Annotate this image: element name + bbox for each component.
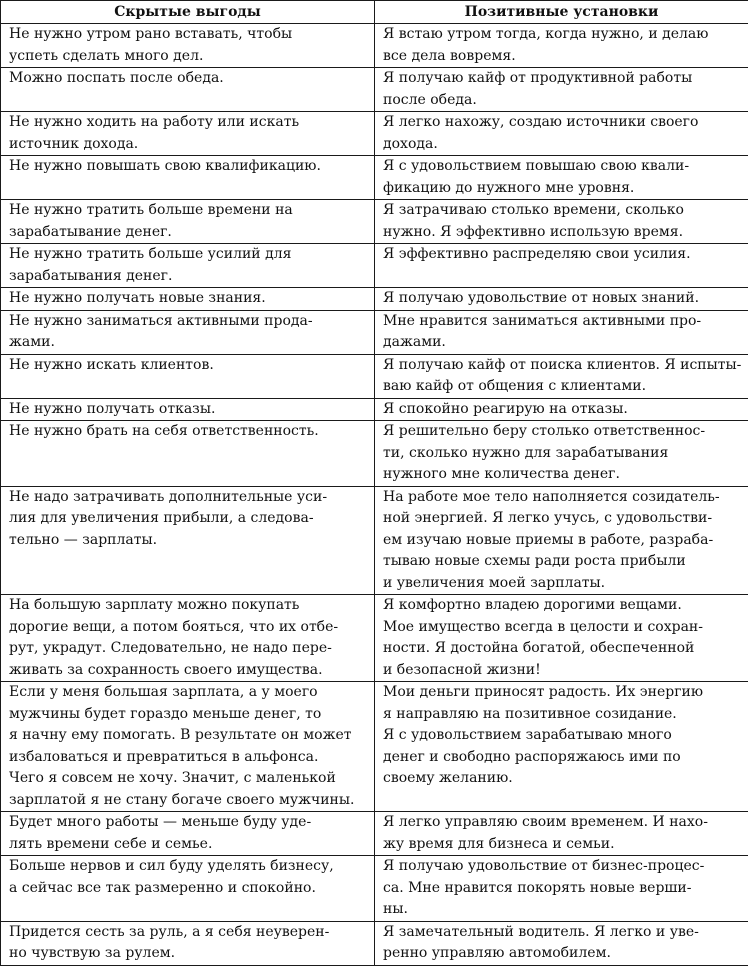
cell-text-line: ем изучаю новые приемы в работе, разраба- bbox=[383, 530, 744, 552]
cell-text-line: нужного мне количества денег. bbox=[383, 464, 744, 486]
cell-text-line: Я спокойно реагирую на отказы. bbox=[383, 399, 744, 421]
cell-text-line: и увеличения моей зарплаты. bbox=[383, 573, 744, 595]
cell-text-line: жами. bbox=[9, 332, 370, 354]
positive-affirmation-cell bbox=[375, 200, 748, 244]
hidden-benefit-cell bbox=[1, 310, 375, 354]
cell-text-line: Я получаю кайф от продуктивной работы bbox=[383, 68, 744, 90]
cell-text-line: Чего я совсем не хочу. Значит, с маленькой bbox=[9, 768, 370, 790]
cell-text-line: Я затрачиваю столько времени, сколько bbox=[383, 200, 744, 222]
cell-text-line: денег и свободно распоряжаюсь ими по bbox=[383, 747, 744, 769]
table-row bbox=[1, 682, 748, 812]
cell-text-line: Я легко управляю своим временем. И нахо- bbox=[383, 812, 744, 834]
hidden-benefit-cell bbox=[1, 244, 375, 288]
cell-text-line: Не нужно ходить на работу или искать bbox=[9, 112, 370, 134]
positive-affirmation-cell bbox=[375, 812, 748, 856]
cell-text-line: фикацию до нужного мне уровня. bbox=[383, 178, 744, 200]
hidden-benefit-cell bbox=[1, 354, 375, 398]
header-positive-affirmations: Позитивные установки bbox=[375, 1, 748, 24]
cell-text-line: я начну ему помогать. В результате он может bbox=[9, 725, 370, 747]
cell-text-line: Мне нравится заниматься активными про- bbox=[383, 311, 744, 333]
cell-text-line: дажами. bbox=[383, 332, 744, 354]
table-body bbox=[1, 24, 748, 966]
cell-text-line: тываю новые схемы ради роста прибыли bbox=[383, 551, 744, 573]
hidden-benefit-cell bbox=[1, 486, 375, 595]
cell-text-line: Не нужно тратить больше времени на bbox=[9, 200, 370, 222]
cell-text-line: Я решительно беру столько ответственнос- bbox=[383, 421, 744, 443]
cell-text-line: Придется сесть за руль, а я себя неуверен- bbox=[9, 922, 370, 944]
positive-affirmation-cell bbox=[375, 398, 748, 421]
hidden-benefit-cell bbox=[1, 156, 375, 200]
table-row bbox=[1, 421, 748, 487]
positive-affirmation-cell bbox=[375, 595, 748, 682]
cell-text-line: дорогие вещи, а потом бояться, что их отбе- bbox=[9, 617, 370, 639]
cell-text-line: зарабатывания денег. bbox=[9, 266, 370, 288]
hidden-benefit-cell bbox=[1, 398, 375, 421]
cell-text-line: но чувствую за рулем. bbox=[9, 943, 370, 965]
cell-text-line: На большую зарплату можно покупать bbox=[9, 595, 370, 617]
table-row bbox=[1, 68, 748, 112]
cell-text-line: Можно поспать после обеда. bbox=[9, 68, 370, 90]
table-row bbox=[1, 200, 748, 244]
cell-text-line: все дела вовремя. bbox=[383, 46, 744, 68]
positive-affirmation-cell bbox=[375, 244, 748, 288]
cell-text-line: я направляю на позитивное созидание. bbox=[383, 704, 744, 726]
cell-text-line: ренно управляю автомобилем. bbox=[383, 943, 744, 965]
cell-text-line: успеть сделать много дел. bbox=[9, 46, 370, 68]
cell-text-line: Не нужно заниматься активными прода- bbox=[9, 311, 370, 333]
cell-text-line: жу время для бизнеса и семьи. bbox=[383, 834, 744, 856]
positive-affirmation-cell bbox=[375, 682, 748, 812]
hidden-benefit-cell bbox=[1, 200, 375, 244]
positive-affirmation-cell bbox=[375, 856, 748, 922]
cell-text-line: Я встаю утром тогда, когда нужно, и делаю bbox=[383, 24, 744, 46]
cell-text-line: Больше нервов и сил буду уделять бизнесу, bbox=[9, 856, 370, 878]
table-row bbox=[1, 398, 748, 421]
cell-text-line: живать за сохранность своего имущества. bbox=[9, 660, 370, 682]
cell-text-line: Не нужно искать клиентов. bbox=[9, 355, 370, 377]
cell-text-line: Я получаю удовольствие от бизнес-процес- bbox=[383, 856, 744, 878]
cell-text-line: Мое имущество всегда в целости и сохран- bbox=[383, 617, 744, 639]
table-row bbox=[1, 354, 748, 398]
cell-text-line: Я комфортно владею дорогими вещами. bbox=[383, 595, 744, 617]
cell-text-line: Не нужно получать отказы. bbox=[9, 399, 370, 421]
cell-text-line: и безопасной жизни! bbox=[383, 660, 744, 682]
table-row bbox=[1, 595, 748, 682]
cell-text-line: Я получаю кайф от поиска клиентов. Я испыты- bbox=[383, 355, 744, 377]
cell-text-line: ной энергией. Я легко учусь, с удовольстви- bbox=[383, 508, 744, 530]
positive-affirmation-cell bbox=[375, 112, 748, 156]
cell-text-line: ваю кайф от общения с клиентами. bbox=[383, 376, 744, 398]
hidden-benefit-cell bbox=[1, 856, 375, 922]
positive-affirmation-cell bbox=[375, 156, 748, 200]
cell-text-line: тельно — зарплаты. bbox=[9, 530, 370, 552]
cell-text-line: а сейчас все так размеренно и спокойно. bbox=[9, 878, 370, 900]
cell-text-line: Не нужно получать новые знания. bbox=[9, 288, 370, 310]
cell-text-line: Мои деньги приносят радость. Их энергию bbox=[383, 682, 744, 704]
positive-affirmation-cell bbox=[375, 310, 748, 354]
cell-text-line: Не надо затрачивать дополнительные уси- bbox=[9, 487, 370, 509]
cell-text-line: са. Мне нравится покорять новые верши- bbox=[383, 878, 744, 900]
cell-text-line: мужчины будет гораздо меньше денег, то bbox=[9, 704, 370, 726]
hidden-benefit-cell bbox=[1, 68, 375, 112]
positive-affirmation-cell bbox=[375, 354, 748, 398]
table-row bbox=[1, 486, 748, 595]
table-row bbox=[1, 310, 748, 354]
cell-text-line: зарплатой я не стану богаче своего мужчины. bbox=[9, 790, 370, 812]
cell-text-line: Я с удовольствием зарабатываю много bbox=[383, 725, 744, 747]
cell-text-line: нужно. Я эффективно использую время. bbox=[383, 222, 744, 244]
cell-text-line: ны. bbox=[383, 899, 744, 921]
cell-text-line: Не нужно утром рано вставать, чтобы bbox=[9, 24, 370, 46]
hidden-benefit-cell bbox=[1, 421, 375, 487]
positive-affirmation-cell bbox=[375, 288, 748, 311]
positive-affirmation-cell bbox=[375, 68, 748, 112]
hidden-benefit-cell bbox=[1, 682, 375, 812]
cell-text-line: Я замечательный водитель. Я легко и уве- bbox=[383, 922, 744, 944]
table-row bbox=[1, 24, 748, 68]
hidden-benefit-cell bbox=[1, 812, 375, 856]
hidden-benefit-cell bbox=[1, 24, 375, 68]
cell-text-line: лия для увеличения прибыли, а следова- bbox=[9, 508, 370, 530]
cell-text-line: дохода. bbox=[383, 134, 744, 156]
table-row bbox=[1, 156, 748, 200]
cell-text-line: после обеда. bbox=[383, 90, 744, 112]
header-hidden-benefits: Скрытые выгоды bbox=[1, 1, 375, 24]
table-row bbox=[1, 921, 748, 965]
hidden-benefit-cell bbox=[1, 288, 375, 311]
cell-text-line: Будет много работы — меньше буду уде- bbox=[9, 812, 370, 834]
cell-text-line: зарабатывание денег. bbox=[9, 222, 370, 244]
table-row bbox=[1, 112, 748, 156]
cell-text-line: Я легко нахожу, создаю источники своего bbox=[383, 112, 744, 134]
cell-text-line: лять времени себе и семье. bbox=[9, 834, 370, 856]
cell-text-line: На работе мое тело наполняется созидатель- bbox=[383, 487, 744, 509]
table-row bbox=[1, 812, 748, 856]
cell-text-line: Не нужно брать на себя ответственность. bbox=[9, 421, 370, 443]
cell-text-line: Я эффективно распределяю свои усилия. bbox=[383, 244, 744, 266]
cell-text-line: ти, сколько нужно для зарабатывания bbox=[383, 443, 744, 465]
cell-text-line: своему желанию. bbox=[383, 768, 744, 790]
hidden-benefit-cell bbox=[1, 112, 375, 156]
positive-affirmation-cell bbox=[375, 921, 748, 965]
table-row bbox=[1, 244, 748, 288]
positive-affirmation-cell bbox=[375, 24, 748, 68]
cell-text-line: ности. Я достойна богатой, обеспеченной bbox=[383, 638, 744, 660]
table-row bbox=[1, 288, 748, 311]
cell-text-line: источник дохода. bbox=[9, 134, 370, 156]
cell-text-line: Я с удовольствием повышаю свою квали- bbox=[383, 156, 744, 178]
cell-text-line: Если у меня большая зарплата, а у моего bbox=[9, 682, 370, 704]
cell-text-line: Я получаю удовольствие от новых знаний. bbox=[383, 288, 744, 310]
cell-text-line: рут, украдут. Следовательно, не надо пере- bbox=[9, 638, 370, 660]
header-row bbox=[1, 1, 748, 24]
cell-text-line: Не нужно повышать свою квалификацию. bbox=[9, 156, 370, 178]
positive-affirmation-cell bbox=[375, 486, 748, 595]
cell-text-line: Не нужно тратить больше усилий для bbox=[9, 244, 370, 266]
hidden-benefit-cell bbox=[1, 595, 375, 682]
cell-text-line: избаловаться и превратиться в альфонса. bbox=[9, 747, 370, 769]
table-row bbox=[1, 856, 748, 922]
positive-affirmation-cell bbox=[375, 421, 748, 487]
hidden-benefit-cell bbox=[1, 921, 375, 965]
